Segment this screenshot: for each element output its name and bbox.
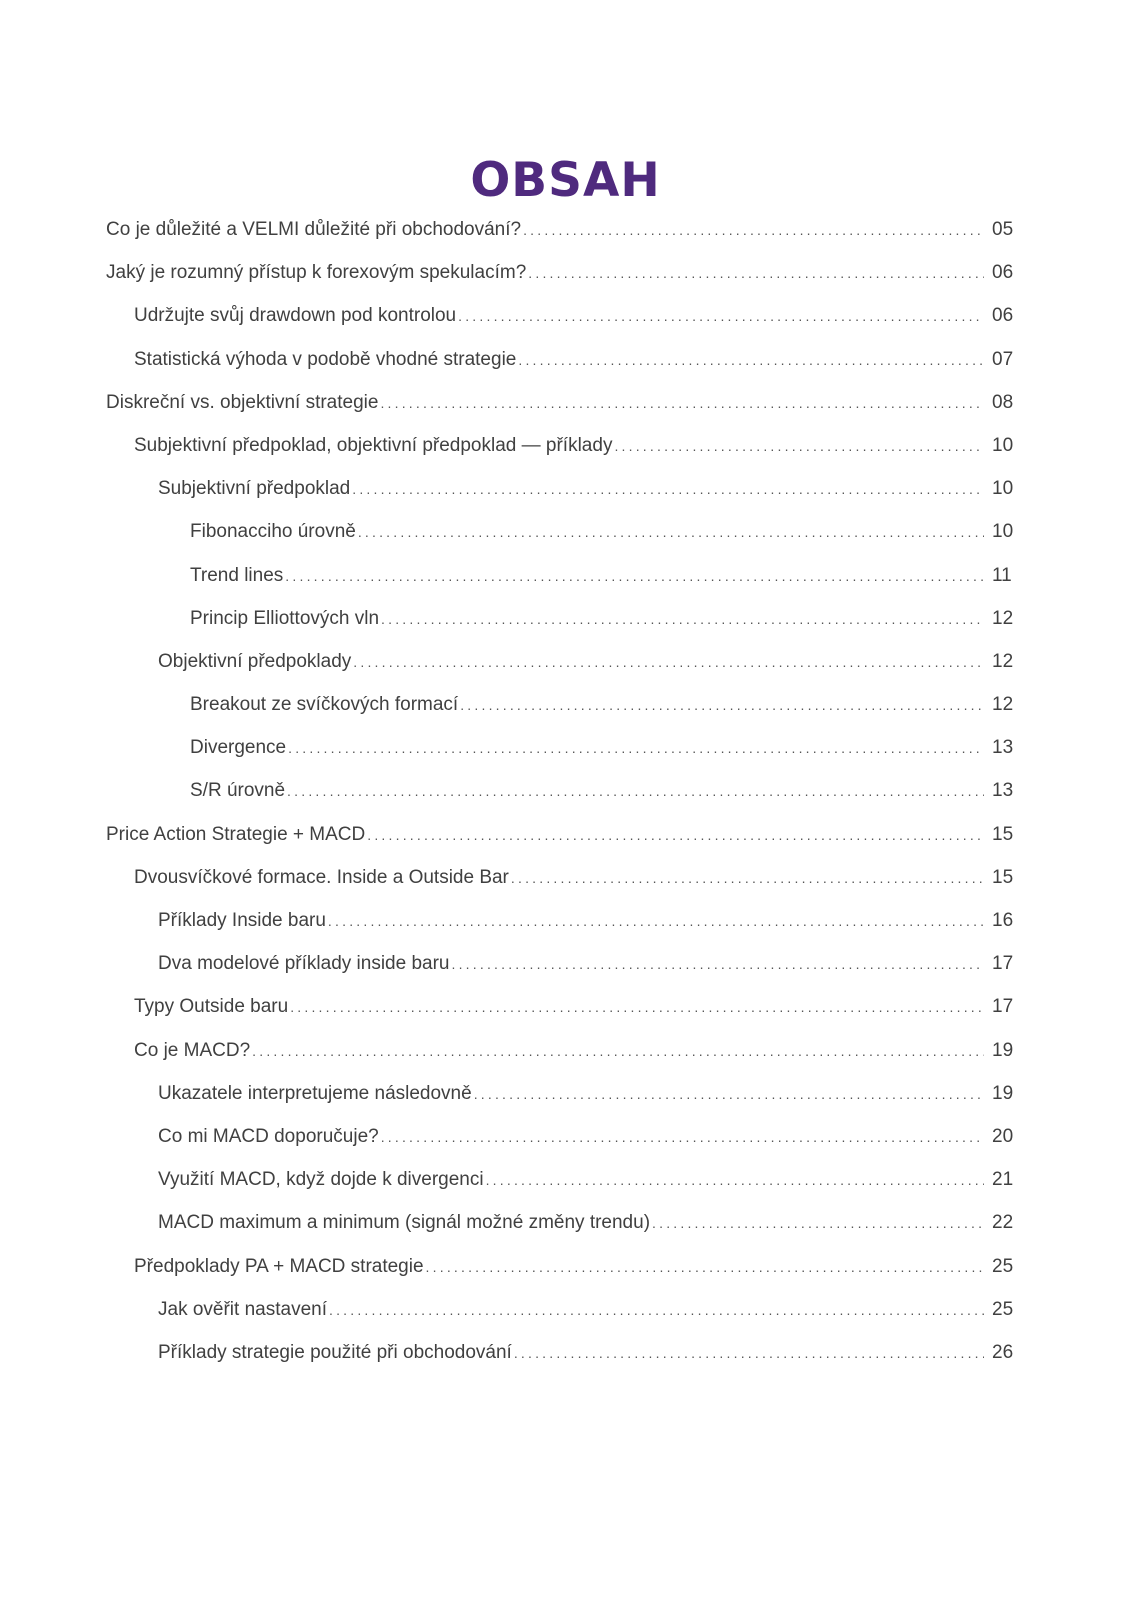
toc-leader-dots xyxy=(353,654,984,670)
toc-leader-dots xyxy=(514,1345,984,1361)
toc-leader-dots xyxy=(452,956,985,972)
toc-entry-label: Princip Elliottových vln xyxy=(190,607,380,629)
toc-entry-page-number: 12 xyxy=(992,607,1014,629)
toc-entry-page-number: 19 xyxy=(992,1082,1014,1104)
toc-entry-label: Breakout ze svíčkových formací xyxy=(190,694,459,716)
toc-entry-label: Price Action Strategie + MACD xyxy=(106,823,366,845)
toc-leader-dots xyxy=(458,308,984,324)
toc-leader-dots xyxy=(328,913,984,929)
toc-entry-label: Fibonacciho úrovně xyxy=(190,521,356,543)
toc-leader-dots xyxy=(528,265,984,281)
toc-entry[interactable] xyxy=(106,392,1020,435)
toc-leader-dots xyxy=(358,524,984,540)
toc-entry[interactable] xyxy=(106,305,1020,348)
toc-entry-page-number: 13 xyxy=(992,780,1014,802)
toc-entry[interactable] xyxy=(106,1342,1020,1385)
toc-entry-label: Statistická výhoda v podobě vhodné strategie xyxy=(134,348,517,370)
toc-entry[interactable] xyxy=(106,478,1020,521)
toc-entry[interactable] xyxy=(106,910,1020,953)
toc-entry-label: Objektivní předpoklady xyxy=(158,650,352,672)
toc-entry[interactable] xyxy=(106,1299,1020,1342)
toc-entry-page-number: 19 xyxy=(992,1039,1014,1061)
toc-entry-label: Co je důležité a VELMI důležité při obchodování? xyxy=(106,219,522,240)
toc-leader-dots xyxy=(474,1086,984,1102)
toc-entry-label: Využití MACD, když dojde k divergenci xyxy=(158,1169,484,1191)
toc-entry-page-number: 12 xyxy=(992,694,1014,716)
toc-entry-label: Předpoklady PA + MACD strategie xyxy=(134,1255,424,1277)
toc-entry-page-number: 25 xyxy=(992,1255,1014,1277)
toc-entry[interactable] xyxy=(106,867,1020,910)
toc-entry-page-number: 13 xyxy=(992,737,1014,759)
toc-entry-label: Příklady Inside baru xyxy=(158,910,326,931)
toc-entry-page-number: 06 xyxy=(992,305,1014,327)
toc-entry[interactable] xyxy=(106,694,1020,737)
toc-entry-label: Divergence xyxy=(190,737,287,759)
toc-leader-dots xyxy=(290,999,984,1015)
toc-entry[interactable] xyxy=(106,565,1020,608)
toc-entry[interactable] xyxy=(106,824,1020,867)
toc-leader-dots xyxy=(652,1215,984,1231)
toc-leader-dots xyxy=(614,438,984,454)
toc-entry-page-number: 17 xyxy=(992,996,1014,1018)
toc-leader-dots xyxy=(352,481,984,497)
toc-entry-page-number: 15 xyxy=(992,823,1014,845)
table-of-contents xyxy=(106,219,1020,1385)
toc-leader-dots xyxy=(287,783,984,799)
toc-entry-label: Příklady strategie použité při obchodování xyxy=(158,1341,512,1363)
toc-entry-label: Dva modelové příklady inside baru xyxy=(158,953,450,975)
toc-entry[interactable] xyxy=(106,1169,1020,1212)
toc-entry-page-number: 05 xyxy=(992,219,1014,240)
toc-entry-label: Dvousvíčkové formace. Inside a Outside Bar xyxy=(134,866,509,888)
toc-entry-page-number: 16 xyxy=(992,910,1014,931)
toc-entry[interactable] xyxy=(106,1040,1020,1083)
toc-entry-label: Subjektivní předpoklad xyxy=(158,478,351,500)
toc-entry[interactable] xyxy=(106,1126,1020,1169)
toc-entry[interactable] xyxy=(106,996,1020,1039)
toc-entry-label: MACD maximum a minimum (signál možné změny trendu) xyxy=(158,1212,651,1234)
toc-entry-page-number: 10 xyxy=(992,434,1014,456)
toc-entry-page-number: 10 xyxy=(992,521,1014,543)
toc-leader-dots xyxy=(460,697,984,713)
toc-entry-page-number: 20 xyxy=(992,1125,1014,1147)
toc-entry-label: Co mi MACD doporučuje? xyxy=(158,1125,379,1147)
toc-leader-dots xyxy=(367,827,984,843)
toc-leader-dots xyxy=(523,222,984,238)
toc-entry[interactable] xyxy=(106,780,1020,823)
toc-leader-dots xyxy=(381,1129,984,1145)
toc-entry-page-number: 07 xyxy=(992,348,1014,370)
toc-entry-page-number: 06 xyxy=(992,262,1014,284)
toc-entry[interactable] xyxy=(106,1083,1020,1126)
toc-leader-dots xyxy=(380,395,984,411)
toc-entry[interactable] xyxy=(106,1256,1020,1299)
toc-entry-label: S/R úrovně xyxy=(190,780,286,802)
toc-leader-dots xyxy=(486,1172,984,1188)
toc-entry-page-number: 21 xyxy=(992,1169,1014,1191)
toc-entry[interactable] xyxy=(106,219,1020,262)
toc-entry-label: Typy Outside baru xyxy=(134,996,289,1018)
toc-entry-label: Diskreční vs. objektivní strategie xyxy=(106,391,379,413)
toc-entry-page-number: 15 xyxy=(992,866,1014,888)
toc-entry-page-number: 11 xyxy=(992,564,1012,586)
toc-entry[interactable] xyxy=(106,953,1020,996)
toc-leader-dots xyxy=(288,740,984,756)
toc-entry-label: Trend lines xyxy=(190,564,284,586)
toc-entry-page-number: 12 xyxy=(992,650,1014,672)
toc-entry[interactable] xyxy=(106,262,1020,305)
toc-entry-label: Udržujte svůj drawdown pod kontrolou xyxy=(134,305,457,327)
toc-entry[interactable] xyxy=(106,349,1020,392)
toc-leader-dots xyxy=(252,1043,984,1059)
toc-entry-label: Jak ověřit nastavení xyxy=(158,1298,327,1320)
toc-entry[interactable] xyxy=(106,1212,1020,1255)
toc-entry-label: Subjektivní předpoklad, objektivní předpoklad — příklady xyxy=(134,434,613,456)
toc-entry-page-number: 10 xyxy=(992,478,1014,500)
toc-entry[interactable] xyxy=(106,435,1020,478)
toc-leader-dots xyxy=(285,568,984,584)
toc-leader-dots xyxy=(511,870,984,886)
toc-entry[interactable] xyxy=(106,521,1020,564)
page-title: OBSAH xyxy=(470,153,661,209)
toc-entry-label: Jaký je rozumný přístup k forexovým spekulacím? xyxy=(106,262,527,284)
toc-entry-label: Ukazatele interpretujeme následovně xyxy=(158,1082,472,1104)
toc-entry-label: Co je MACD? xyxy=(134,1039,251,1061)
toc-leader-dots xyxy=(381,611,984,627)
toc-entry-page-number: 17 xyxy=(992,953,1014,975)
toc-entry[interactable] xyxy=(106,737,1020,780)
toc-entry[interactable] xyxy=(106,651,1020,694)
toc-leader-dots xyxy=(426,1259,984,1275)
toc-leader-dots xyxy=(518,352,984,368)
toc-entry-page-number: 08 xyxy=(992,391,1014,413)
toc-entry-page-number: 25 xyxy=(992,1298,1014,1320)
toc-entry-page-number: 22 xyxy=(992,1212,1014,1234)
toc-entry[interactable] xyxy=(106,608,1020,651)
toc-entry-page-number: 26 xyxy=(992,1341,1014,1363)
toc-leader-dots xyxy=(329,1302,984,1318)
